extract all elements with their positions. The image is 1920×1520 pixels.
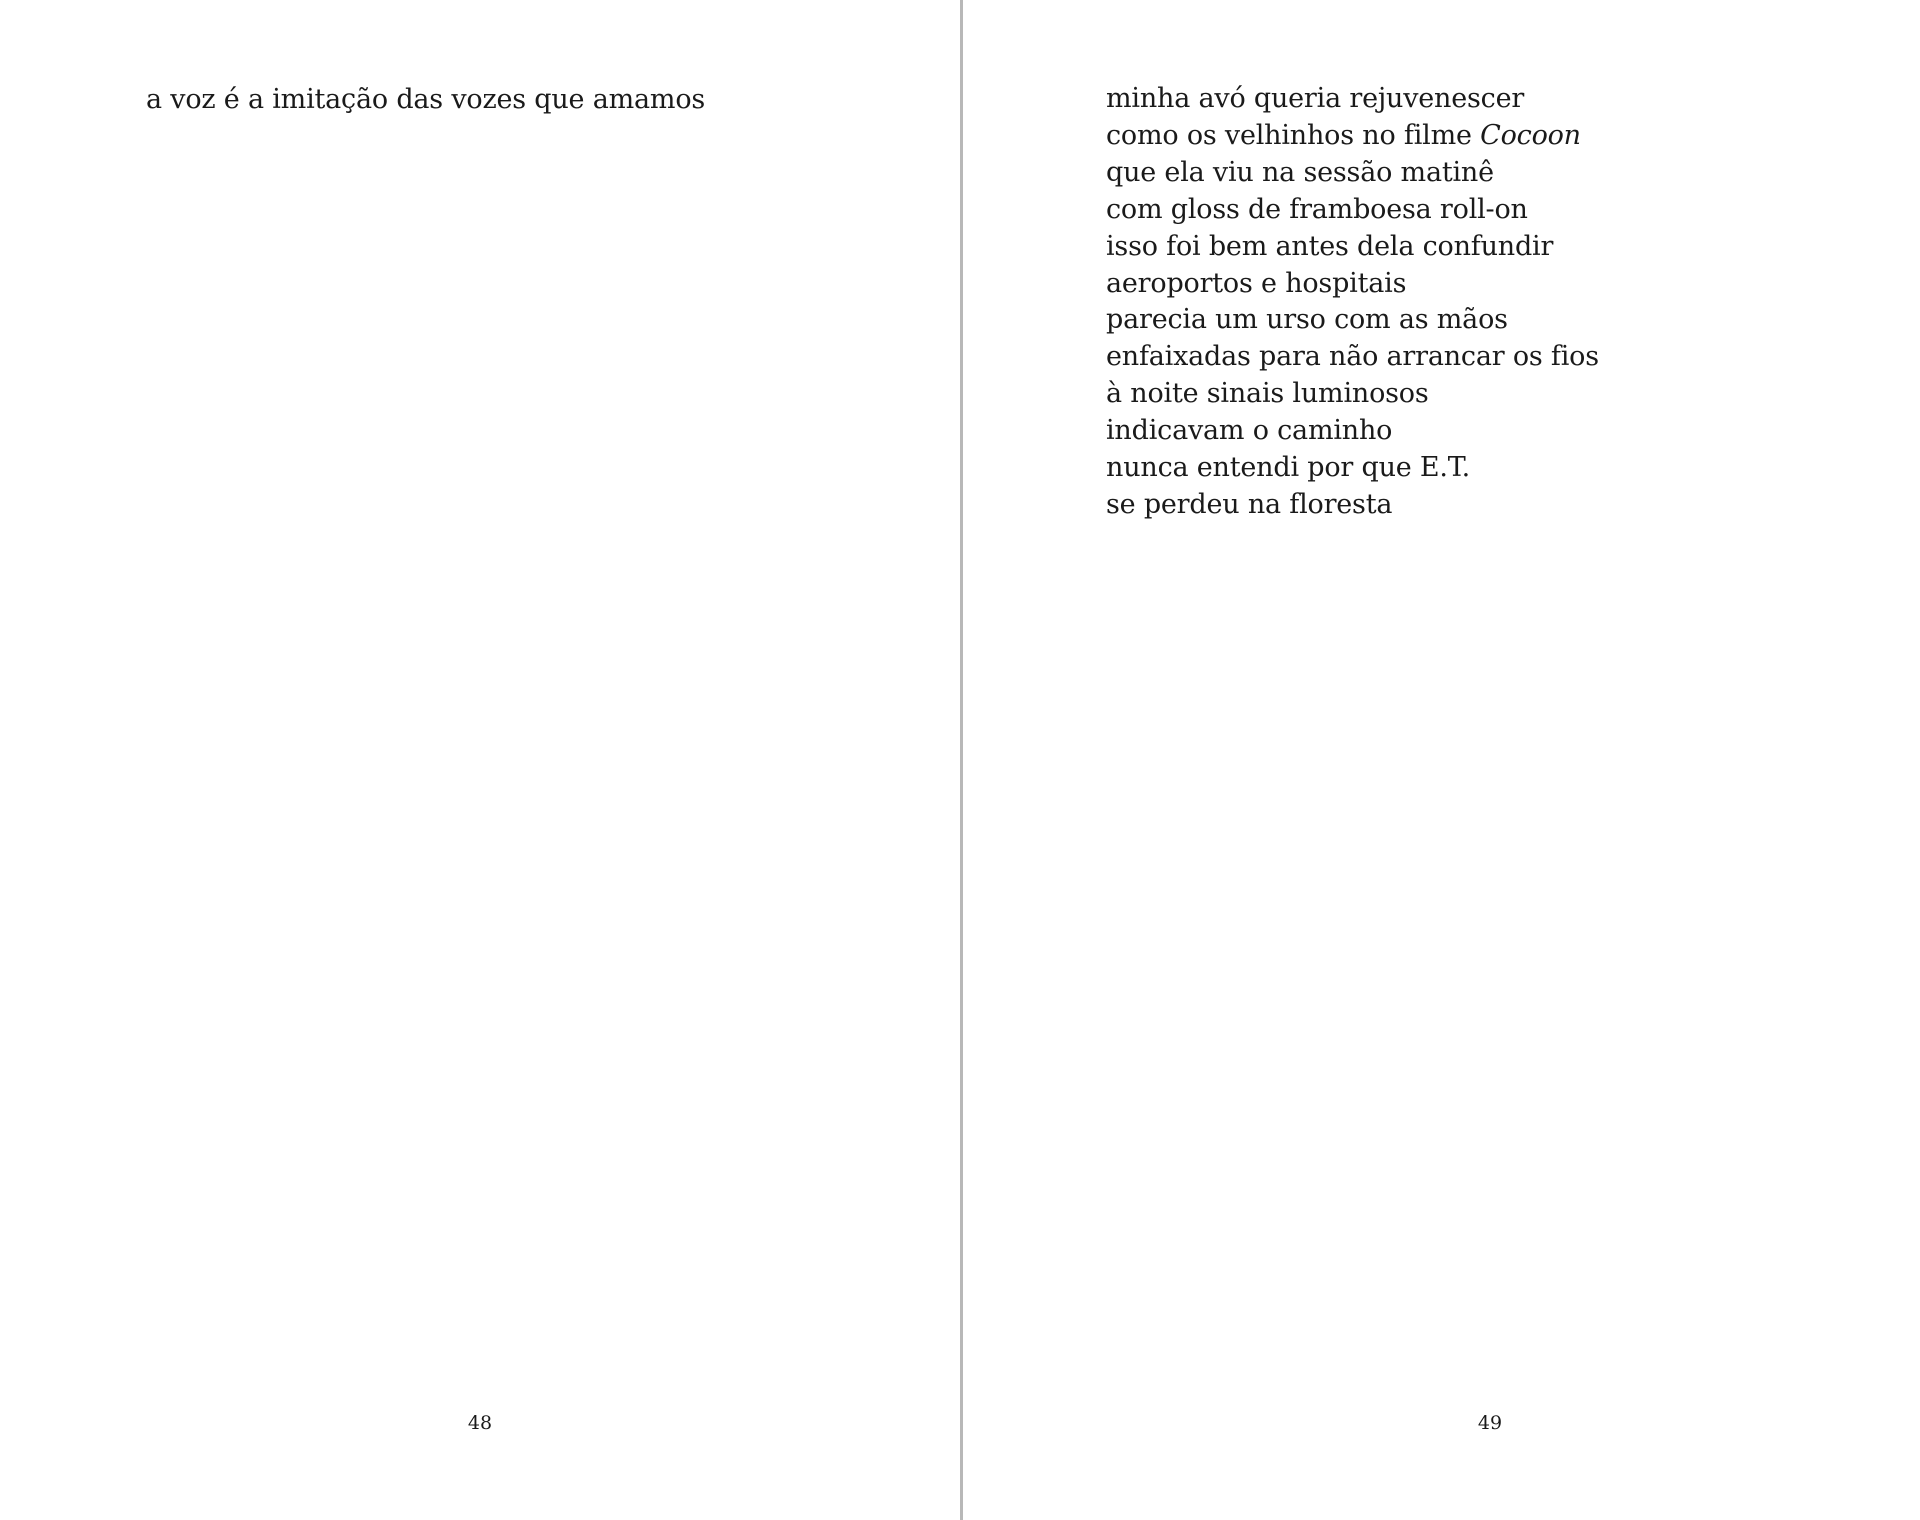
page-number-right: 49 [1477,1412,1503,1434]
poem-line-text: como os velhinhos no filme [1106,119,1481,151]
poem-line: isso foi bem antes dela confundir [1106,230,1554,262]
poem-line: que ela viu na sessão matinê [1106,156,1494,188]
poem-line: nunca entendi por que E.T. [1106,452,1471,484]
poem-line: indicavam o caminho [1106,415,1393,447]
poem-line [1106,118,1599,155]
poem-line: aeroportos e hospitais [1106,267,1407,299]
poem-line: se perdeu na floresta [1106,488,1393,520]
poem-line: parecia um urso com as mãos [1106,304,1508,336]
page-number-left: 48 [467,1412,493,1434]
poem-line: enfaixadas para não arrancar os fios [1106,341,1599,373]
film-title: Cocoon [1480,119,1581,151]
poem [1106,81,1599,524]
poem-line: à noite sinais luminosos [1106,378,1429,410]
poem-line: minha avó queria rejuvenescer [1106,83,1525,114]
right-page [963,0,1920,1520]
poem-line: com gloss de framboesa roll-on [1106,193,1528,225]
left-page-text: a voz é a imitação das vozes que amamos [146,84,706,115]
